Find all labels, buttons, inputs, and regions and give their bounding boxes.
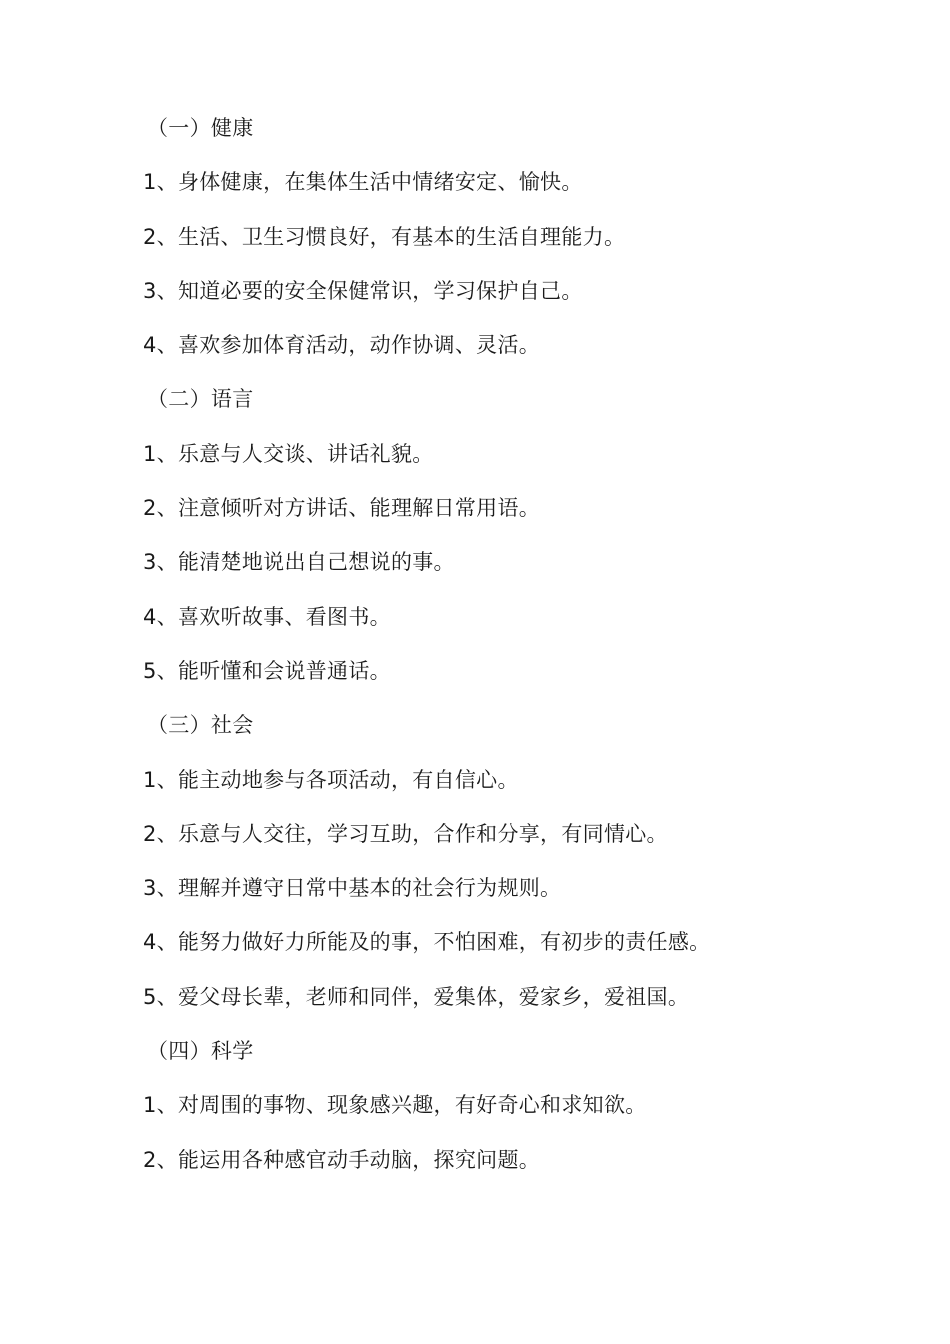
section-heading-society: （三）社会 <box>147 713 254 738</box>
list-item: 3、知道必要的安全保健常识，学习保护自己。 <box>143 278 583 303</box>
list-item: 5、能听懂和会说普通话。 <box>143 658 391 683</box>
list-item: 1、乐意与人交谈、讲话礼貌。 <box>143 441 434 466</box>
list-item: 4、能努力做好力所能及的事，不怕困难，有初步的责任感。 <box>143 930 711 955</box>
list-item: 3、能清楚地说出自己想说的事。 <box>143 550 455 575</box>
section-heading-science: （四）科学 <box>147 1039 254 1064</box>
list-item: 1、能主动地参与各项活动，有自信心。 <box>143 767 519 792</box>
list-item: 1、身体健康，在集体生活中情绪安定、愉快。 <box>143 170 583 195</box>
list-item: 2、注意倾听对方讲话、能理解日常用语。 <box>143 496 541 521</box>
section-heading-language: （二）语言 <box>147 387 254 412</box>
list-item: 4、喜欢参加体育活动，动作协调、灵活。 <box>143 333 541 358</box>
list-item: 2、生活、卫生习惯良好，有基本的生活自理能力。 <box>143 224 626 249</box>
list-item: 2、乐意与人交往，学习互助，合作和分享，有同情心。 <box>143 821 668 846</box>
list-item: 4、喜欢听故事、看图书。 <box>143 604 391 629</box>
list-item: 5、爱父母长辈，老师和同伴，爱集体，爱家乡，爱祖国。 <box>143 984 690 1009</box>
list-item: 3、理解并遵守日常中基本的社会行为规则。 <box>143 876 562 901</box>
list-item: 1、对周围的事物、现象感兴趣，有好奇心和求知欲。 <box>143 1093 647 1118</box>
document-body <box>143 111 883 1197</box>
list-item: 2、能运用各种感官动手动脑，探究问题。 <box>143 1147 541 1172</box>
section-heading-health: （一）健康 <box>147 116 254 140</box>
